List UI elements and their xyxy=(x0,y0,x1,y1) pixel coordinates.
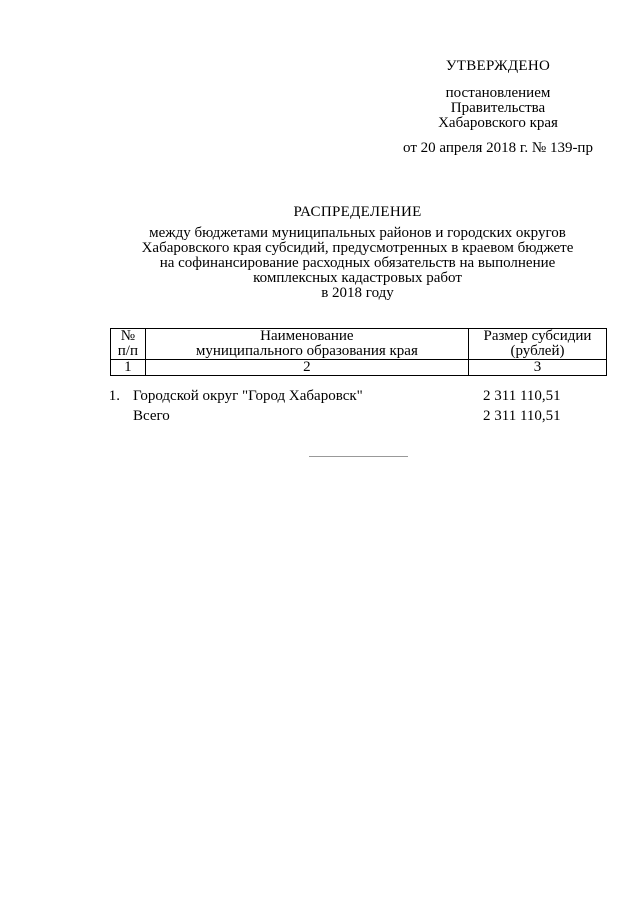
column-numbers-row xyxy=(111,360,607,376)
header-number-line: № xyxy=(120,328,136,344)
total-label: Всего xyxy=(133,408,170,424)
header-subsidy-line: (рублей) xyxy=(510,343,565,359)
end-divider xyxy=(309,456,408,457)
header-municipality xyxy=(145,329,468,360)
header-subsidy-line: Размер субсидии xyxy=(483,328,592,344)
total-amount: 2 311 110,51 xyxy=(483,408,561,424)
subtitle-line: на софинансирование расходных обязательств на выполнение xyxy=(159,255,556,271)
approval-heading: УТВЕРЖДЕНО xyxy=(445,58,551,74)
header-municipality-line: Наименование xyxy=(260,328,354,344)
table-row xyxy=(90,388,610,404)
approval-block xyxy=(395,58,601,156)
document-subtitle xyxy=(100,226,615,301)
approval-line: Правительства xyxy=(450,100,546,116)
subtitle-line: в 2018 году xyxy=(321,285,394,301)
subtitle-line: между бюджетами муниципальных районов и городских округов xyxy=(149,225,566,241)
column-number: 2 xyxy=(145,360,468,376)
row-municipality: Городской округ "Город Хабаровск" xyxy=(133,388,363,404)
row-amount: 2 311 110,51 xyxy=(483,388,561,404)
header-number-line: п/п xyxy=(117,343,138,359)
subtitle-line: Хабаровского края субсидий, предусмотренных в краевом бюджете xyxy=(141,240,574,256)
distribution-table-header xyxy=(110,328,607,376)
row-number: 1. xyxy=(108,388,120,404)
approval-line: постановлением xyxy=(445,85,551,101)
total-row xyxy=(90,408,610,424)
approval-line: Хабаровского края xyxy=(438,115,558,131)
document-title: РАСПРЕДЕЛЕНИЕ xyxy=(293,204,422,220)
column-number: 3 xyxy=(468,360,606,376)
header-municipality-line: муниципального образования края xyxy=(195,343,418,359)
subtitle-line: комплексных кадастровых работ xyxy=(253,270,462,286)
column-number: 1 xyxy=(111,360,146,376)
header-subsidy xyxy=(468,329,606,360)
approval-date: от 20 апреля 2018 г. № 139-пр xyxy=(403,140,593,156)
header-number xyxy=(111,329,146,360)
